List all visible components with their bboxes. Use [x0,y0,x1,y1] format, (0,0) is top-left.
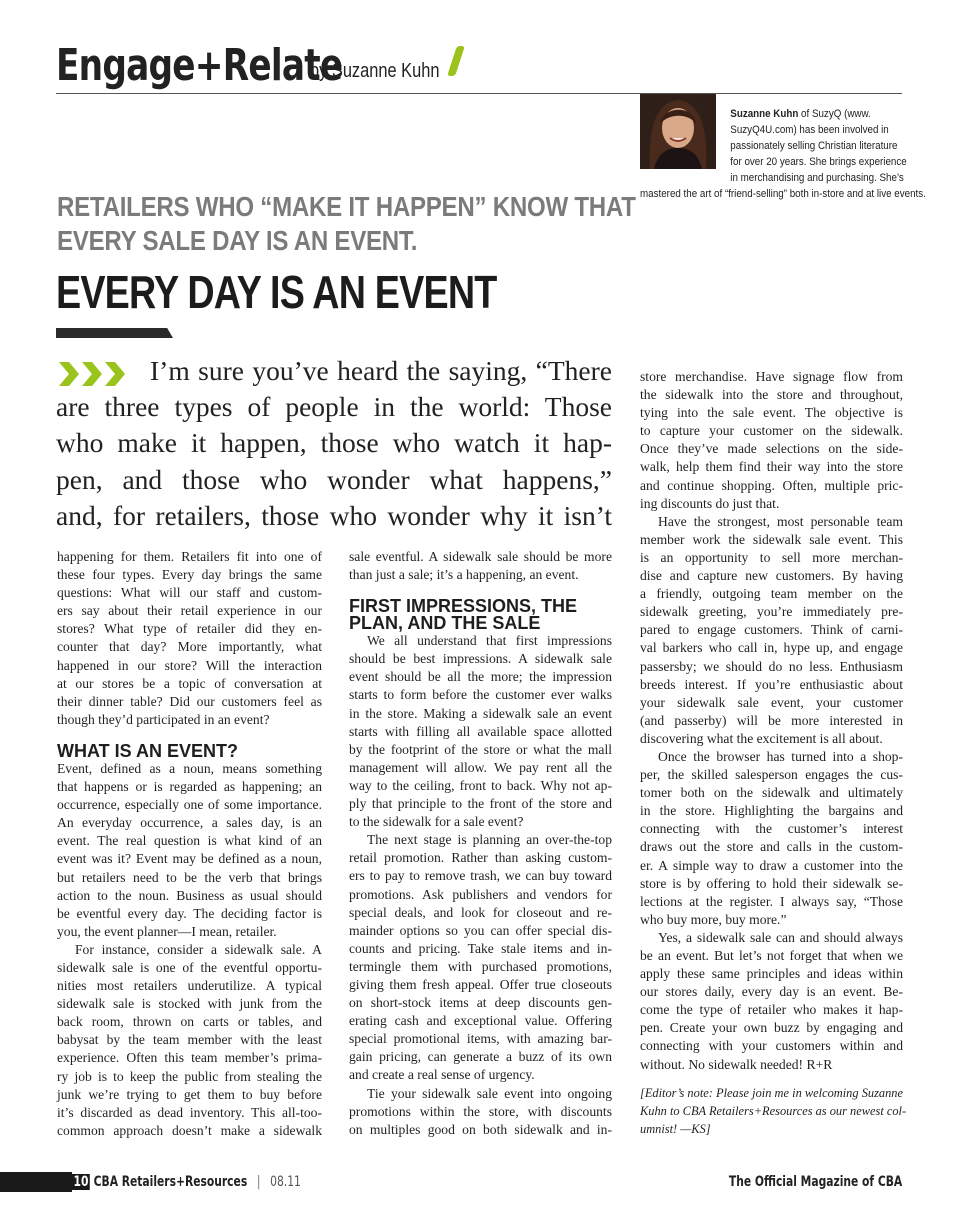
section-heading: PLAN, AND THE SALE [349,613,541,634]
text-line: ers to pay to remove trash, we can buy toward [349,868,612,884]
footer-separator: | [256,1174,261,1190]
text-line: per, the skilled salesperson engages the cus- [640,767,903,783]
text-line: back room, thrown on carts or tables, and [57,1014,322,1030]
text-line: starts with filling all available space allotted [349,723,612,739]
text-line: dise and capture new customers. By having [640,568,903,584]
text-line: event. The real question is what kind of an [57,833,322,849]
text-line: event was it? Event may be defined as a noun, [57,851,322,867]
column-1 [57,548,322,1140]
text-line: counter that day? More importantly, what [57,639,322,655]
text-line: your sidewalk sale event, your customer [640,694,903,710]
bio-line: in merchandising and purchasing. She’s [730,172,904,184]
text-line: counts and pricing. Take stale items and in- [349,940,612,956]
text-line: We all understand that first impressions [367,633,612,649]
text-line: junk we’re trying to get them to buy before [57,1086,322,1102]
text-line: connecting with the customer’s interest [640,821,903,837]
text-line: way to the ceiling, front to back. Why not ap- [349,777,612,793]
editor-note-line: [Editor’s note: Please join me in welcoming Suzanne [640,1085,903,1100]
text-line: For instance, consider a sidewalk sale. A [75,941,322,957]
text-line: you, the event planner—I mean, retailer. [57,923,277,939]
text-line: occurrence, especially one of some importance. [57,797,322,813]
text-line: termingle them with purchased promotions, [349,958,612,974]
headline-rule [56,328,173,338]
text-line: Have the strongest, most personable team [658,513,903,529]
text-line: tomer both on the sidewalk and ultimately [640,785,903,801]
text-line: happened in our store? Will the interaction [57,657,322,673]
text-line: retail promotion. Rather than asking custom- [349,850,612,866]
text-line: nities most retailers underutilize. A typical [57,978,322,994]
text-line: management will allow. We pay rent all the [349,759,612,775]
column-2 [349,548,612,1139]
lead-line: are three types of people in the world: Those [56,391,612,423]
page-number: 10 [73,1174,89,1190]
text-line: connecting with your customers within and [640,1038,903,1054]
footer-bar [0,1172,72,1192]
bio-line: mastered the art of “friend-selling” both in-store and at live events. [640,188,926,200]
text-line: gain pricing, can generate a buzz of its own [349,1049,612,1065]
text-line: without. No sidewalk needed! R+R [640,1056,833,1072]
text-line: pen. Create your own buzz by engaging and [640,1020,903,1036]
text-line: babysat by the team member with the least [57,1032,322,1048]
kicker [57,190,636,258]
text-line: Once the browser has turned into a shop- [658,748,903,764]
issue-date: 08.11 [270,1174,301,1190]
bio-line: Suzanne Kuhn of SuzyQ (www. [730,108,871,120]
text-line: mainder options so you can offer special dis- [349,922,612,938]
text-line: Event, defined as a noun, means something [57,760,322,776]
text-line: discovering what the excitement is all about. [640,730,883,746]
text-line: Tie your sidewalk sale event into ongoing [367,1085,612,1101]
text-line: be eventful every day. The deciding factor is [57,905,322,921]
text-line: their dinner table? Did our customers feel as [57,693,322,709]
text-line: apply these same principles and ideas within [640,966,903,982]
text-line: on short-stock items at deep discounts gen- [349,995,612,1011]
text-line: though they’d participated in an event? [57,711,270,727]
column-name: Engage+Relate [56,40,343,91]
text-line: pared to engage customers. Think of carni- [640,622,903,638]
lead-line: I’m sure you’ve heard the saying, “There [150,355,612,386]
text-line: The next stage is planning an over-the-top [367,832,612,848]
text-line: sidewalk sale is one of the eventful opportu- [57,959,322,975]
text-line: ry job is to keep the public from stealing the [57,1068,322,1084]
text-line: in the store. Highlighting the bargains and [640,803,903,819]
text-line: starts to form before the customer ever walks [349,687,612,703]
text-line: a friendly, outgoing team member on the [640,586,903,602]
text-line: walk, help them find their way into the store [640,459,903,475]
text-line: in the store. Making a sidewalk sale an event [349,705,612,721]
editor-note-line: umnist! —KS] [640,1121,711,1136]
text-line: common approach doesn’t make a sidewalk [57,1122,322,1138]
byline: by Suzanne Kuhn [310,60,440,82]
text-line: than just a sale; it’s a happening, an event. [349,567,579,583]
section-heading: WHAT IS AN EVENT? [57,740,238,761]
section-heading: FIRST IMPRESSIONS, THE [349,596,578,617]
text-line: questions: What will our staff and custom- [57,585,322,601]
bio-line: for over 20 years. She brings experience [730,156,907,168]
lead-line: who make it happen, those who watch it hap- [56,427,612,459]
bio-line: passionately selling Christian literature [730,140,898,152]
text-line: come the type of retailer who makes it hap- [640,1002,903,1018]
text-line: (and passerby) will be more interested in [640,712,903,728]
column-3 [640,368,907,1138]
accent-slash-icon [447,46,465,76]
text-line: sidewalk greeting, you’re immediately pre- [640,604,903,620]
text-line: er. A simple way to draw a customer into the [640,857,903,873]
text-line: to the sidewalk for a sale event? [349,814,524,830]
text-line: experience. Often this team member’s prima- [57,1050,322,1066]
text-line: draws out the store and calls in the custom- [640,839,903,855]
text-line: ply that principle to the front of the store and [349,796,612,812]
text-line: lections at the register. I always say, “Those [640,893,903,909]
text-line: at our stores be a topic of conversation at [57,675,322,691]
lead-paragraph [56,353,612,534]
text-line: sale eventful. A sidewalk sale should be more [349,549,612,564]
text-line: these four types. Every day brings the same [57,567,322,583]
text-line: that happens or is regarded as happening; an [57,779,322,795]
text-line: store is by offering to hold their sidewalk se- [640,875,903,891]
text-line: on multiples good on both sidewalk and in- [349,1121,612,1137]
text-line: action to the noun. Business as usual should [57,887,322,903]
text-line: happening for them. Retailers fit into one of [57,549,322,564]
text-line: giving them fresh appeal. Offer true closeouts [349,976,612,992]
text-line: stores? What type of retailer did they en- [57,621,322,637]
text-line: Yes, a sidewalk sale can and should always [658,929,903,945]
text-line: who buy more, buy more.” [640,911,787,927]
text-line: passersby; we should do no less. Enthusiasm [640,658,903,674]
text-line: and create a real sense of urgency. [349,1067,535,1083]
magazine-name: CBA Retailers+Resources [93,1174,248,1190]
kicker-line: RETAILERS WHO “MAKE IT HAPPEN” KNOW THAT [57,191,636,222]
text-line: our stores daily, every day is an event. Be- [640,984,903,1000]
text-line: event should be all the more; the impression [349,669,612,685]
text-line: promotions. Ask publishers and vendors for [349,886,612,902]
text-line: and continue shopping. Often, multiple pric- [640,477,903,493]
text-line: but retailers need to be the verb that brings [57,869,322,885]
text-line: breeds interest. If you’re enthusiastic about [640,676,903,692]
text-line: by the footprint of the store or what the mall [349,741,612,757]
text-line: the sidewalk into the store and throughout, [640,387,903,403]
text-line: promotions within the store, with discounts [349,1103,612,1119]
lead-line: pen, and those who wonder what happens,” [56,463,612,495]
editor-note-line: Kuhn to CBA Retailers+Resources as our newest col- [640,1103,907,1118]
headline: EVERY DAY IS AN EVENT [56,266,497,318]
text-line: to capture your customer on the sidewalk. [640,423,903,439]
column-header [56,38,902,94]
bio-line: SuzyQ4U.com) has been involved in [730,124,889,136]
text-line: is an opportunity to sell more merchan- [640,549,903,565]
text-line: An everyday occurrence, a sales day, is an [57,815,322,831]
text-line: erating cash and exceptional value. Offering [349,1013,612,1029]
kicker-line: EVERY SALE DAY IS AN EVENT. [57,225,418,256]
text-line: it’s discarded as dead inventory. This all-too- [57,1104,322,1120]
text-line: val barkers who call in, hype up, and engage [640,640,903,656]
lead-line: and, for retailers, those who wonder why it isn’t [56,499,612,531]
footer-left [72,1174,301,1190]
text-line: be an event. But let’s not forget that when we [640,948,903,963]
text-line: tying into the sale event. The objective is [640,405,903,421]
footer-tagline: The Official Magazine of CBA [728,1174,902,1190]
text-line: sidewalk sale is stocked with junk from the [57,996,322,1012]
text-line: special deals, and look for closeout and re- [349,904,612,920]
text-line: store merchandise. Have signage flow from [640,369,903,384]
text-line: ers say about their retail experience in our [57,603,322,619]
text-line: Once they’ve made selections on the side- [640,441,903,457]
text-line: member work the sidewalk sale event. This [640,531,903,547]
text-line: ing discounts do just that. [640,495,780,511]
text-line: should be best impressions. A sidewalk sale [349,651,612,667]
text-line: special promotional items, with amazing bar- [349,1031,612,1047]
author-bio [640,106,926,202]
